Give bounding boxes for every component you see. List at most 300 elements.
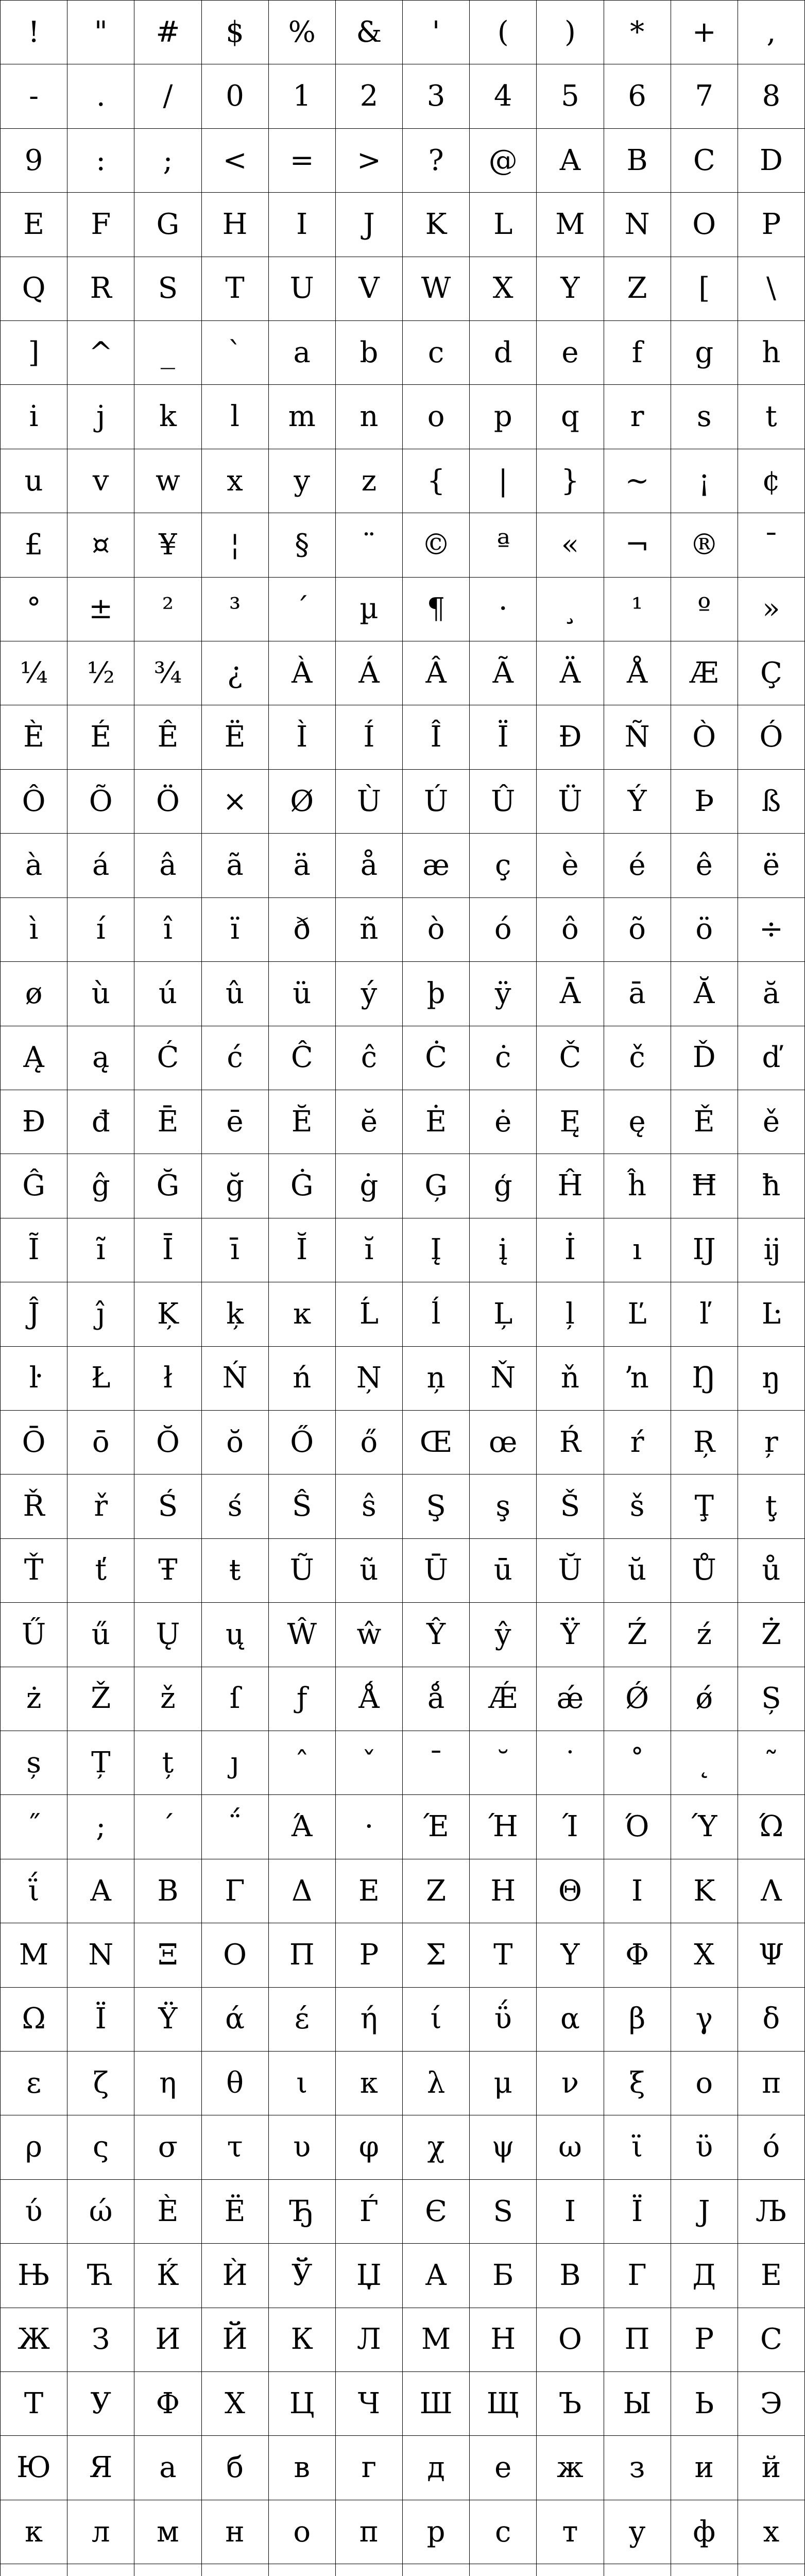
glyph-cell: ģ <box>470 1154 537 1218</box>
glyph-cell: ½ <box>67 641 134 705</box>
glyph-cell: ŝ <box>336 1475 403 1538</box>
glyph-cell: Ü <box>537 770 604 834</box>
glyph-cell: ` <box>202 321 269 385</box>
glyph-cell: h <box>738 321 805 385</box>
glyph-cell: é <box>604 834 671 897</box>
glyph-cell: p <box>470 385 537 449</box>
glyph-cell: ³ <box>202 578 269 641</box>
glyph-cell: N <box>604 193 671 257</box>
glyph-cell: } <box>537 449 604 513</box>
glyph-cell: Ő <box>269 1411 336 1475</box>
glyph-cell: ǻ <box>403 1667 470 1731</box>
glyph-cell <box>537 2564 604 2576</box>
glyph-cell: σ <box>134 2115 201 2179</box>
glyph-cell: Č <box>537 1026 604 1090</box>
glyph-cell: ˜ <box>738 1731 805 1795</box>
glyph-cell: с <box>470 2500 537 2564</box>
glyph-cell: Ĥ <box>537 1154 604 1218</box>
glyph-cell: Ί <box>537 1795 604 1859</box>
glyph-cell: Z <box>604 257 671 321</box>
glyph-cell: Ă <box>671 962 738 1026</box>
glyph-cell: P <box>738 193 805 257</box>
glyph-cell: Ё <box>202 2180 269 2244</box>
glyph-cell: 8 <box>738 64 805 128</box>
glyph-cell: ș <box>1 1731 67 1795</box>
glyph-cell: ¥ <box>134 513 201 577</box>
glyph-cell: ț <box>134 1731 201 1795</box>
glyph-cell: Ĉ <box>269 1026 336 1090</box>
glyph-cell: ŷ <box>470 1603 537 1667</box>
glyph-cell: β <box>604 1988 671 2052</box>
glyph-cell: Ą <box>1 1026 67 1090</box>
glyph-cell: Χ <box>671 1923 738 1987</box>
glyph-cell: Ł <box>67 1347 134 1411</box>
glyph-cell: Ĝ <box>1 1154 67 1218</box>
glyph-cell: ē <box>202 1090 269 1154</box>
glyph-cell: ¦ <box>202 513 269 577</box>
glyph-cell: ō <box>67 1411 134 1475</box>
glyph-cell: Ж <box>1 2308 67 2372</box>
glyph-cell: İ <box>537 1218 604 1282</box>
glyph-cell: Έ <box>403 1795 470 1859</box>
glyph-cell: Ī <box>134 1218 201 1282</box>
glyph-cell: в <box>269 2436 336 2500</box>
glyph-cell: ľ <box>671 1282 738 1346</box>
glyph-cell: υ <box>269 2115 336 2179</box>
glyph-cell: Ω <box>1 1988 67 2052</box>
glyph-cell: ¢ <box>738 449 805 513</box>
glyph-cell: Œ <box>403 1411 470 1475</box>
glyph-cell: к <box>1 2500 67 2564</box>
glyph-cell: _ <box>134 321 201 385</box>
glyph-cell: H <box>202 193 269 257</box>
glyph-cell: å <box>336 834 403 897</box>
glyph-cell: b <box>336 321 403 385</box>
glyph-cell: ú <box>134 962 201 1026</box>
glyph-cell: τ <box>202 2115 269 2179</box>
glyph-cell: Х <box>202 2372 269 2436</box>
glyph-cell: ψ <box>470 2115 537 2179</box>
glyph-cell: ħ <box>738 1154 805 1218</box>
glyph-cell: « <box>537 513 604 577</box>
glyph-cell: ¾ <box>134 641 201 705</box>
glyph-cell: ì <box>1 898 67 962</box>
glyph-cell: Ž <box>67 1667 134 1731</box>
glyph-cell: θ <box>202 2052 269 2115</box>
glyph-cell: η <box>134 2052 201 2115</box>
glyph-cell: ň <box>537 1347 604 1411</box>
glyph-cell: q <box>537 385 604 449</box>
glyph-cell: Ä <box>537 641 604 705</box>
glyph-cell: ő <box>336 1411 403 1475</box>
glyph-cell: ν <box>537 2052 604 2115</box>
glyph-cell: 3 <box>403 64 470 128</box>
glyph-cell: Ш <box>403 2372 470 2436</box>
glyph-cell: ¼ <box>1 641 67 705</box>
glyph-cell: Ь <box>671 2372 738 2436</box>
glyph-cell: Ŀ <box>738 1282 805 1346</box>
glyph-cell: à <box>1 834 67 897</box>
glyph-cell: ŵ <box>336 1603 403 1667</box>
glyph-cell: ¨ <box>336 513 403 577</box>
glyph-cell: z <box>336 449 403 513</box>
glyph-cell: × <box>202 770 269 834</box>
glyph-cell <box>202 2564 269 2576</box>
glyph-cell: đ <box>67 1090 134 1154</box>
glyph-cell: Ǿ <box>604 1667 671 1731</box>
glyph-cell: δ <box>738 1988 805 2052</box>
glyph-cell: D <box>738 129 805 193</box>
glyph-cell: Ή <box>470 1795 537 1859</box>
glyph-cell: I <box>269 193 336 257</box>
glyph-cell: ^ <box>67 321 134 385</box>
glyph-cell: Е <box>738 2244 805 2308</box>
glyph-cell: Ć <box>134 1026 201 1090</box>
glyph-cell: ř <box>67 1475 134 1538</box>
glyph-cell: Ђ <box>269 2180 336 2244</box>
glyph-cell: ǽ <box>537 1667 604 1731</box>
glyph-cell: μ <box>470 2052 537 2115</box>
glyph-cell: ŋ <box>738 1347 805 1411</box>
glyph-cell: Ν <box>67 1923 134 1987</box>
glyph-cell: м <box>134 2500 201 2564</box>
glyph-cell: © <box>403 513 470 577</box>
glyph-cell: ξ <box>604 2052 671 2115</box>
glyph-cell: р <box>403 2500 470 2564</box>
glyph-cell: â <box>134 834 201 897</box>
glyph-cell: £ <box>1 513 67 577</box>
glyph-cell: Д <box>671 2244 738 2308</box>
glyph-cell: І <box>537 2180 604 2244</box>
glyph-cell: А <box>403 2244 470 2308</box>
glyph-cell: Ā <box>537 962 604 1026</box>
glyph-cell: Н <box>470 2308 537 2372</box>
glyph-cell: ě <box>738 1090 805 1154</box>
glyph-cell: · <box>470 578 537 641</box>
glyph-cell: O <box>671 193 738 257</box>
glyph-cell: Ö <box>134 770 201 834</box>
glyph-cell: Ş <box>403 1475 470 1538</box>
glyph-cell: Ĕ <box>269 1090 336 1154</box>
glyph-cell: ΐ <box>1 1859 67 1923</box>
glyph-cell: ˆ <box>269 1731 336 1795</box>
glyph-cell: ) <box>537 1 604 64</box>
glyph-cell: , <box>738 1 805 64</box>
glyph-cell: = <box>269 129 336 193</box>
glyph-cell: x <box>202 449 269 513</box>
glyph-cell: s <box>671 385 738 449</box>
glyph-cell: i <box>1 385 67 449</box>
glyph-cell: 4 <box>470 64 537 128</box>
glyph-cell: ĳ <box>738 1218 805 1282</box>
glyph-cell: š <box>604 1475 671 1538</box>
glyph-cell: ¿ <box>202 641 269 705</box>
glyph-cell: 9 <box>1 129 67 193</box>
glyph-cell: Ά <box>269 1795 336 1859</box>
glyph-cell: c <box>403 321 470 385</box>
glyph-cell: & <box>336 1 403 64</box>
glyph-cell: П <box>604 2308 671 2372</box>
glyph-cell: Ǻ <box>336 1667 403 1731</box>
glyph-cell: . <box>67 64 134 128</box>
glyph-cell: f <box>604 321 671 385</box>
glyph-cell: Ō <box>1 1411 67 1475</box>
glyph-cell: В <box>537 2244 604 2308</box>
glyph-cell: у <box>604 2500 671 2564</box>
glyph-cell: g <box>671 321 738 385</box>
glyph-cell: + <box>671 1 738 64</box>
glyph-cell: K <box>403 193 470 257</box>
glyph-cell: Â <box>403 641 470 705</box>
glyph-cell: Ы <box>604 2372 671 2436</box>
glyph-cell: Φ <box>604 1923 671 1987</box>
glyph-cell: Ģ <box>403 1154 470 1218</box>
glyph-cell: ŏ <box>202 1411 269 1475</box>
glyph-cell: ż <box>1 1667 67 1731</box>
glyph-cell: и <box>671 2436 738 2500</box>
glyph-cell: б <box>202 2436 269 2500</box>
glyph-cell: Џ <box>336 2244 403 2308</box>
glyph-cell: r <box>604 385 671 449</box>
glyph-cell: Ξ <box>134 1923 201 1987</box>
glyph-cell: ˙ <box>537 1731 604 1795</box>
glyph-cell: ű <box>67 1603 134 1667</box>
glyph-cell: Ŷ <box>403 1603 470 1667</box>
glyph-cell: ή <box>336 1988 403 2052</box>
glyph-cell: ά <box>202 1988 269 2052</box>
glyph-cell: È <box>1 705 67 769</box>
glyph-cell: Ŕ <box>537 1411 604 1475</box>
glyph-cell: ğ <box>202 1154 269 1218</box>
glyph-cell: ï <box>202 898 269 962</box>
glyph-cell: З <box>67 2308 134 2372</box>
glyph-cell: Ћ <box>67 2244 134 2308</box>
glyph-cell: č <box>604 1026 671 1090</box>
glyph-cell: þ <box>403 962 470 1026</box>
glyph-cell: н <box>202 2500 269 2564</box>
glyph-cell: Μ <box>1 1923 67 1987</box>
glyph-cell: ¯ <box>738 513 805 577</box>
glyph-cell: v <box>67 449 134 513</box>
glyph-cell: Á <box>336 641 403 705</box>
glyph-cell: Б <box>470 2244 537 2308</box>
glyph-cell: ſ <box>202 1667 269 1731</box>
glyph-cell: Ė <box>403 1090 470 1154</box>
glyph-cell: ø <box>1 962 67 1026</box>
glyph-cell: ƒ <box>269 1667 336 1731</box>
glyph-cell: ţ <box>738 1475 805 1538</box>
glyph-cell: Ĺ <box>336 1282 403 1346</box>
glyph-cell: ф <box>671 2500 738 2564</box>
glyph-cell: Ĭ <box>269 1218 336 1282</box>
glyph-cell: Δ <box>269 1859 336 1923</box>
glyph-cell: ı <box>604 1218 671 1282</box>
glyph-cell: ũ <box>336 1539 403 1603</box>
glyph-cell: 5 <box>537 64 604 128</box>
glyph-cell: Λ <box>738 1859 805 1923</box>
glyph-cell: T <box>202 257 269 321</box>
glyph-cell: 2 <box>336 64 403 128</box>
glyph-cell: Ŧ <box>134 1539 201 1603</box>
glyph-cell: Ј <box>671 2180 738 2244</box>
glyph-cell: Α <box>67 1859 134 1923</box>
glyph-cell: Ţ <box>671 1475 738 1538</box>
glyph-cell: ж <box>537 2436 604 2500</box>
glyph-cell: х <box>738 2500 805 2564</box>
glyph-cell: œ <box>470 1411 537 1475</box>
glyph-cell: Į <box>403 1218 470 1282</box>
glyph-cell: ď <box>738 1026 805 1090</box>
glyph-cell: Ϊ <box>67 1988 134 2052</box>
glyph-cell: ΰ <box>470 1988 537 2052</box>
glyph-cell: Ġ <box>269 1154 336 1218</box>
glyph-cell: Ч <box>336 2372 403 2436</box>
glyph-cell: Ώ <box>738 1795 805 1859</box>
glyph-cell: Я <box>67 2436 134 2500</box>
glyph-cell: k <box>134 385 201 449</box>
glyph-cell: Ų <box>134 1603 201 1667</box>
glyph-cell: Ў <box>269 2244 336 2308</box>
glyph-cell: Θ <box>537 1859 604 1923</box>
glyph-cell: W <box>403 257 470 321</box>
glyph-cell: ĕ <box>336 1090 403 1154</box>
glyph-cell: ύ <box>1 2180 67 2244</box>
glyph-cell: ˚ <box>604 1731 671 1795</box>
glyph-cell: з <box>604 2436 671 2500</box>
glyph-cell: C <box>671 129 738 193</box>
glyph-cell: ¡ <box>671 449 738 513</box>
glyph-cell: φ <box>336 2115 403 2179</box>
glyph-cell: ö <box>671 898 738 962</box>
glyph-cell: Ï <box>470 705 537 769</box>
glyph-cell <box>738 2564 805 2576</box>
glyph-cell: ȷ <box>202 1731 269 1795</box>
glyph-cell: è <box>537 834 604 897</box>
glyph-cell: Ľ <box>604 1282 671 1346</box>
glyph-cell: w <box>134 449 201 513</box>
glyph-cell: e <box>537 321 604 385</box>
glyph-cell: < <box>202 129 269 193</box>
glyph-cell: Ê <box>134 705 201 769</box>
glyph-cell: j <box>67 385 134 449</box>
glyph-cell: е <box>470 2436 537 2500</box>
glyph-cell: ¤ <box>67 513 134 577</box>
glyph-cell: Ѝ <box>202 2244 269 2308</box>
glyph-cell: Ğ <box>134 1154 201 1218</box>
glyph-cell: ŕ <box>604 1411 671 1475</box>
glyph-cell: Ñ <box>604 705 671 769</box>
glyph-cell: Г <box>604 2244 671 2308</box>
glyph-cell: Β <box>134 1859 201 1923</box>
glyph-cell: Î <box>403 705 470 769</box>
glyph-cell: Y <box>537 257 604 321</box>
glyph-cell: ñ <box>336 898 403 962</box>
glyph-cell: κ <box>336 2052 403 2115</box>
glyph-cell: ί <box>403 1988 470 2052</box>
glyph-cell: ! <box>1 1 67 64</box>
glyph-cell: Щ <box>470 2372 537 2436</box>
glyph-cell: ˉ <box>403 1731 470 1795</box>
glyph-cell: [ <box>671 257 738 321</box>
glyph-cell: ǿ <box>671 1667 738 1731</box>
glyph-cell: ý <box>336 962 403 1026</box>
glyph-cell: Ø <box>269 770 336 834</box>
glyph-cell <box>403 2564 470 2576</box>
glyph-cell: ã <box>202 834 269 897</box>
glyph-cell: Ĳ <box>671 1218 738 1282</box>
glyph-cell: Đ <box>1 1090 67 1154</box>
glyph-cell: ; <box>134 129 201 193</box>
glyph-cell: ŉ <box>604 1347 671 1411</box>
glyph-cell <box>470 2564 537 2576</box>
glyph-cell: ą <box>67 1026 134 1090</box>
glyph-cell: Ř <box>1 1475 67 1538</box>
glyph-cell: ± <box>67 578 134 641</box>
glyph-cell <box>604 2564 671 2576</box>
glyph-cell: α <box>537 1988 604 2052</box>
glyph-cell: Ρ <box>336 1923 403 1987</box>
glyph-cell: Υ <box>537 1923 604 1987</box>
glyph-cell: ¸ <box>537 578 604 641</box>
glyph-cell: X <box>470 257 537 321</box>
glyph-cell: ū <box>470 1539 537 1603</box>
glyph-cell: т <box>537 2500 604 2564</box>
glyph-cell: Q <box>1 257 67 321</box>
glyph-cell: Τ <box>470 1923 537 1987</box>
glyph-cell: ŧ <box>202 1539 269 1603</box>
glyph-cell: § <box>269 513 336 577</box>
glyph-cell: Æ <box>671 641 738 705</box>
glyph-cell <box>67 2564 134 2576</box>
glyph-cell: Ì <box>269 705 336 769</box>
glyph-cell: į <box>470 1218 537 1282</box>
glyph-cell: Ŏ <box>134 1411 201 1475</box>
glyph-cell: ˝ <box>1 1795 67 1859</box>
glyph-cell: Ŝ <box>269 1475 336 1538</box>
glyph-cell: ό <box>738 2115 805 2179</box>
glyph-cell: í <box>67 898 134 962</box>
glyph-cell: ª <box>470 513 537 577</box>
glyph-cell: Ŋ <box>671 1347 738 1411</box>
glyph-cell: Ǽ <box>470 1667 537 1731</box>
glyph-cell: · <box>336 1795 403 1859</box>
glyph-cell: t <box>738 385 805 449</box>
glyph-cell: γ <box>671 1988 738 2052</box>
glyph-cell: Р <box>671 2308 738 2372</box>
glyph-cell: À <box>269 641 336 705</box>
glyph-cell: ÷ <box>738 898 805 962</box>
glyph-cell: ó <box>470 898 537 962</box>
glyph-cell: Й <box>202 2308 269 2372</box>
glyph-cell: ł <box>134 1347 201 1411</box>
glyph-cell: Õ <box>67 770 134 834</box>
glyph-cell: έ <box>269 1988 336 2052</box>
glyph-cell: É <box>67 705 134 769</box>
glyph-cell: û <box>202 962 269 1026</box>
glyph-cell: | <box>470 449 537 513</box>
glyph-cell: Ę <box>537 1090 604 1154</box>
glyph-cell: Ψ <box>738 1923 805 1987</box>
glyph-cell: д <box>403 2436 470 2500</box>
glyph-cell: ß <box>738 770 805 834</box>
glyph-cell: ŀ <box>1 1347 67 1411</box>
glyph-cell: ĵ <box>67 1282 134 1346</box>
glyph-cell: ΅ <box>202 1795 269 1859</box>
glyph-cell <box>269 2564 336 2576</box>
glyph-cell: О <box>537 2308 604 2372</box>
glyph-cell: @ <box>470 129 537 193</box>
glyph-cell: m <box>269 385 336 449</box>
